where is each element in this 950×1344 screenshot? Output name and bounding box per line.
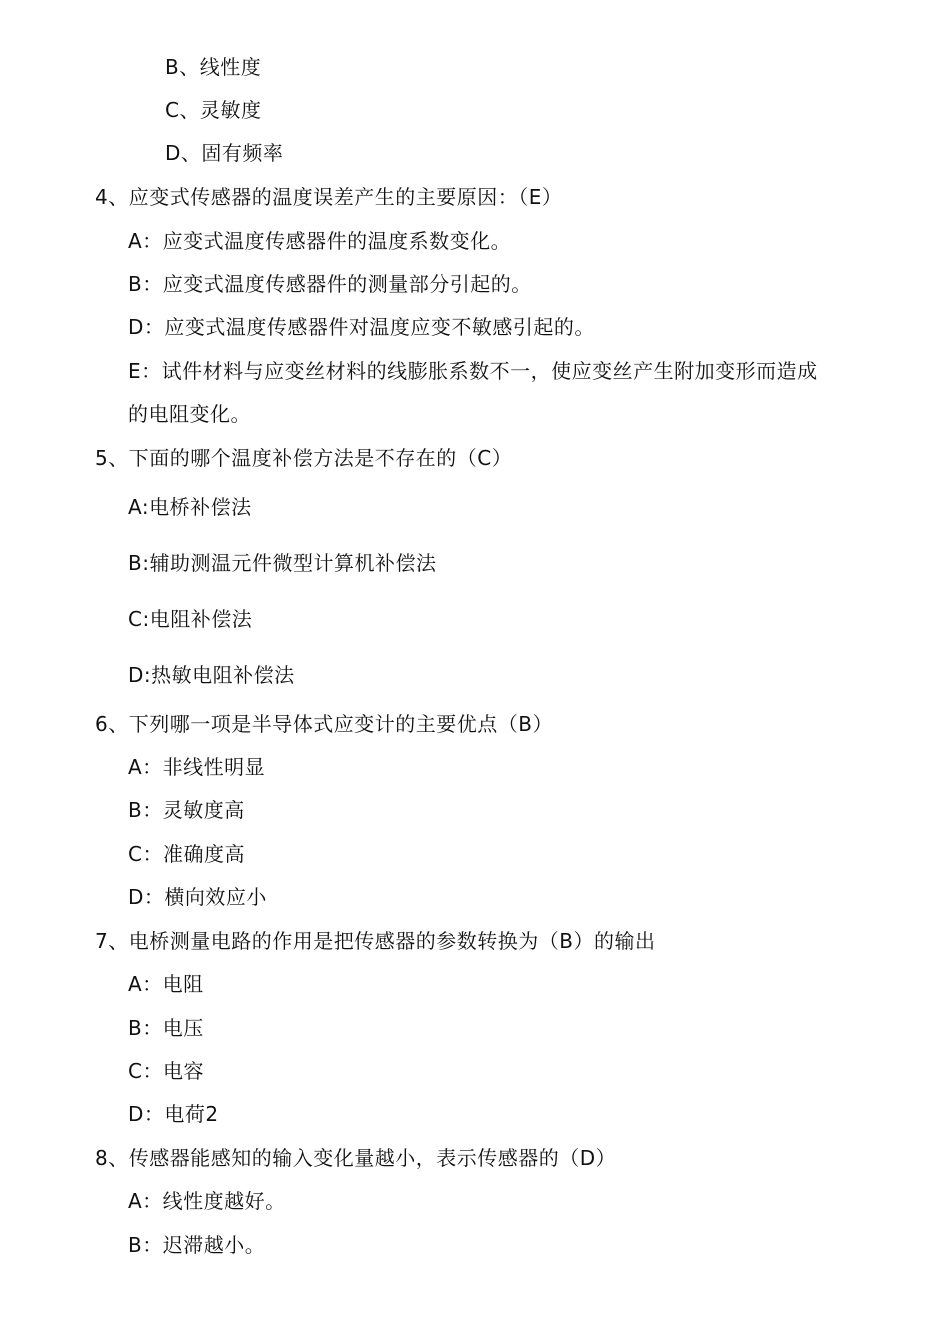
q6-option-b: B：灵敏度高 [128, 798, 245, 822]
question-7: 7、电桥测量电路的作用是把传感器的参数转换为（B）的输出 [95, 929, 656, 953]
q4-option-d: D：应变式温度传感器件对温度应变不敏感引起的。 [128, 315, 595, 339]
q6-option-c: C：准确度高 [128, 842, 245, 866]
q8-option-b: B：迟滞越小。 [128, 1233, 266, 1257]
question-6: 6、下列哪一项是半导体式应变计的主要优点（B） [95, 712, 553, 736]
q4-option-e-continued: 的电阻变化。 [128, 402, 251, 426]
q7-option-a: A：电阻 [128, 972, 204, 996]
question-8: 8、传感器能感知的输入变化量越小，表示传感器的（D） [95, 1146, 617, 1170]
q5-option-a: A:电桥补偿法 [128, 495, 252, 519]
q7-option-c: C：电容 [128, 1059, 204, 1083]
q5-option-c: C:电阻补偿法 [128, 607, 253, 631]
q4-option-b: B：应变式温度传感器件的测量部分引起的。 [128, 272, 532, 296]
q7-option-d: D：电荷2 [128, 1102, 219, 1126]
option-b-linearity: B、线性度 [165, 55, 262, 79]
q6-option-d: D：横向效应小 [128, 885, 267, 909]
q7-option-b: B：电压 [128, 1016, 204, 1040]
q4-option-a: A：应变式温度传感器件的温度系数变化。 [128, 229, 512, 253]
option-c-sensitivity: C、灵敏度 [165, 98, 262, 122]
q8-option-a: A：线性度越好。 [128, 1189, 286, 1213]
q6-option-a: A：非线性明显 [128, 755, 266, 779]
q5-option-b: B:辅助测温元件微型计算机补偿法 [128, 551, 437, 575]
question-5: 5、下面的哪个温度补偿方法是不存在的（C） [95, 446, 513, 470]
question-4: 4、应变式传感器的温度误差产生的主要原因：（E） [95, 185, 563, 209]
option-d-natural-frequency: D、固有频率 [165, 141, 284, 165]
q4-option-e: E：试件材料与应变丝材料的线膨胀系数不一，使应变丝产生附加变形而造成 [128, 359, 818, 383]
q5-option-d: D:热敏电阻补偿法 [128, 663, 295, 687]
